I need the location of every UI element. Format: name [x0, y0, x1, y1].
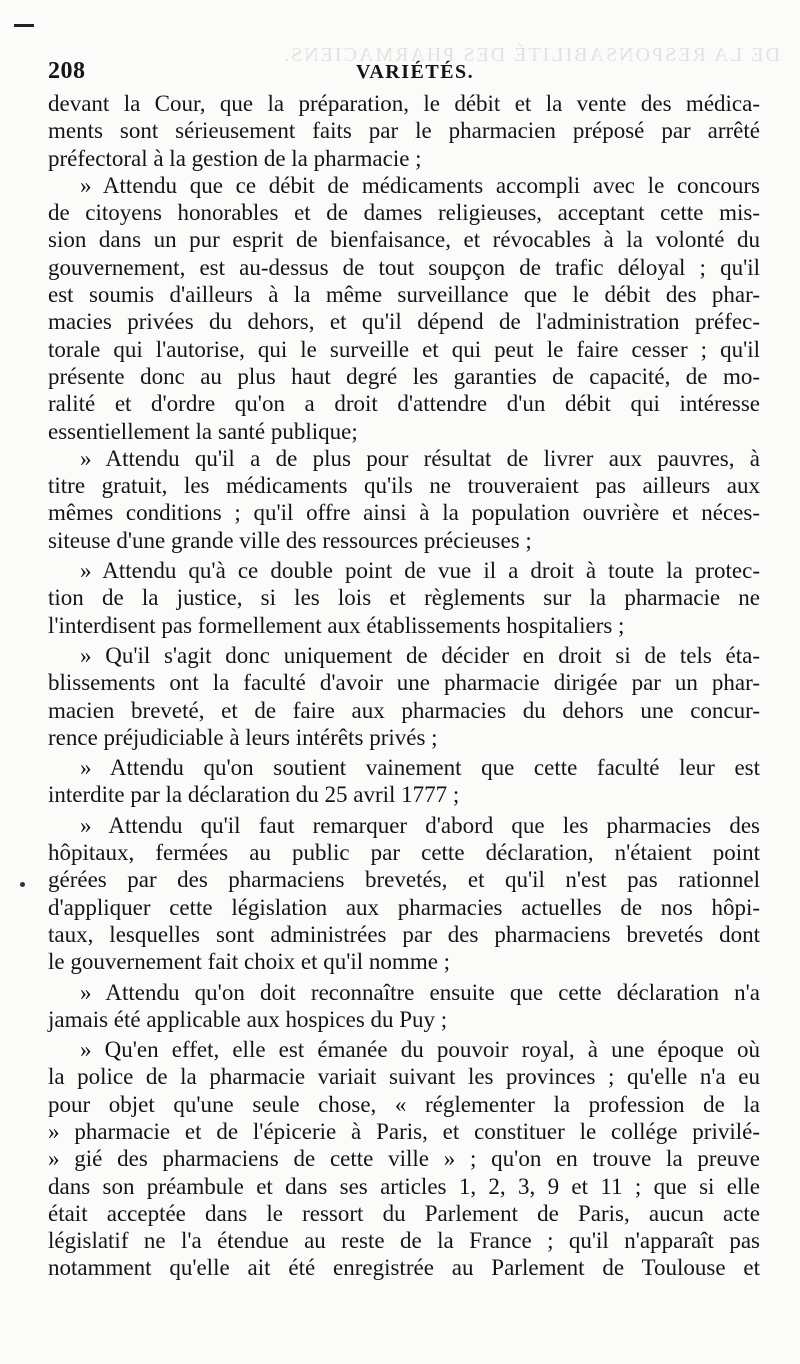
- paragraph-start-line: » Qu'il s'agit donc uniquement de décider en droit si de tels éta-: [80, 642, 760, 668]
- text-line: interdite par la déclaration du 25 avril 1777 ;: [48, 782, 460, 808]
- text-line: blissements ont la faculté d'avoir une pharmacie dirigée par un phar-: [48, 670, 760, 696]
- page-header: [44, 58, 764, 88]
- text-line: devant la Cour, que la préparation, le débit et la vente des médica-: [48, 91, 760, 116]
- ink-speck: [20, 882, 25, 887]
- text-line: notamment qu'elle ait été enregistrée au Parlement de Toulouse et: [48, 1255, 760, 1281]
- text-line: jamais été applicable aux hospices du Puy ;: [48, 1006, 448, 1032]
- running-head: VARIÉTÉS.: [356, 61, 475, 83]
- text-line: de citoyens honorables et de dames religieuses, acceptant cette mis-: [48, 200, 760, 226]
- text-line: taux, lesquelles sont administrées par des pharmaciens brevetés dont: [48, 921, 760, 947]
- text-line: torale qui l'autorise, qui le surveille et qui peut le faire cesser ; qu'il: [48, 336, 760, 362]
- text-line: était acceptée dans le ressort du Parlement de Paris, aucun acte: [48, 1200, 760, 1226]
- text-line: la police de la pharmacie variait suivant les provinces ; qu'elle n'a eu: [48, 1064, 760, 1090]
- text-line: essentiellement la santé publique;: [48, 418, 358, 444]
- paragraph-start-line: » Attendu qu'à ce double point de vue il a droit à toute la protec-: [80, 558, 760, 584]
- text-line: tion de la justice, si les lois et règlements sur la pharmacie ne: [48, 585, 760, 611]
- text-line: gérées par des pharmaciens brevetés, et qu'il n'est pas rationnel: [48, 867, 760, 893]
- margin-mark: [14, 24, 34, 27]
- text-line: mêmes conditions ; qu'il offre ainsi à la population ouvrière et néces-: [48, 500, 760, 526]
- paragraph-start-line: » Qu'en effet, elle est émanée du pouvoir royal, à une époque où: [80, 1037, 760, 1063]
- text-line: présente donc au plus haut degré les garanties de capacité, de mo-: [48, 363, 760, 389]
- text-line: préfectoral à la gestion de la pharmacie ;: [48, 145, 422, 171]
- paragraph-start-line: » Attendu qu'on soutient vainement que cette faculté leur est: [80, 755, 760, 781]
- text-line: rence préjudiciable à leurs intérêts privés ;: [48, 724, 438, 750]
- text-line: ralité et d'ordre qu'on a droit d'attendre d'un débit qui intéresse: [48, 391, 760, 417]
- text-line: hôpitaux, fermées au public par cette déclaration, n'étaient point: [48, 840, 760, 866]
- text-line: » pharmacie et de l'épicerie à Paris, et constituer le collége privilé-: [48, 1118, 760, 1144]
- text-line: gouvernement, est au-dessus de tout soupçon de trafic déloyal ; qu'il: [48, 254, 760, 280]
- text-line: législatif ne l'a étendue au reste de la France ; qu'il n'apparaît pas: [48, 1228, 760, 1254]
- text-line: sion dans un pur esprit de bienfaisance, et révocables à la volonté du: [48, 227, 760, 253]
- text-line: macien breveté, et de faire aux pharmacies du dehors une concur-: [48, 697, 760, 723]
- text-line: titre gratuit, les médicaments qu'ils ne trouveraient pas ailleurs aux: [48, 473, 760, 499]
- paragraph-start-line: » Attendu que ce débit de médicaments accompli avec le concours: [80, 172, 760, 198]
- text-line: siteuse d'une grande ville des ressources précieuses ;: [48, 527, 532, 553]
- text-line: est soumis d'ailleurs à la même surveillance que le débit des phar-: [48, 282, 760, 308]
- text-line: d'appliquer cette législation aux pharmacies actuelles de nos hôpi-: [48, 894, 760, 920]
- text-line: l'interdisent pas formellement aux établissements hospitaliers ;: [48, 612, 625, 638]
- text-line: pour objet qu'une seule chose, « réglementer la profession de la: [48, 1091, 760, 1117]
- bleed-through-text: DE LA RESPONSABILITÉ DES PHARMACIENS.: [282, 44, 780, 66]
- page-number: 208: [48, 58, 86, 84]
- paragraph-start-line: » Attendu qu'il a de plus pour résultat de livrer aux pauvres, à: [80, 445, 760, 471]
- paragraph-start-line: » Attendu qu'on doit reconnaître ensuite que cette déclaration n'a: [80, 979, 760, 1005]
- text-line: » gié des pharmaciens de cette ville » ; qu'on en trouve la preuve: [48, 1146, 760, 1172]
- text-line: le gouvernement fait choix et qu'il nomme ;: [48, 949, 451, 975]
- text-line: dans son préambule et dans ses articles 1, 2, 3, 9 et 11 ; que si elle: [48, 1173, 760, 1199]
- body-text: [48, 90, 760, 1282]
- text-line: macies privées du dehors, et qu'il dépend de l'administration préfec-: [48, 309, 760, 335]
- paragraph-start-line: » Attendu qu'il faut remarquer d'abord que les pharmacies des: [80, 812, 760, 838]
- text-line: ments sont sérieusement faits par le pharmacien préposé par arrêté: [48, 118, 760, 144]
